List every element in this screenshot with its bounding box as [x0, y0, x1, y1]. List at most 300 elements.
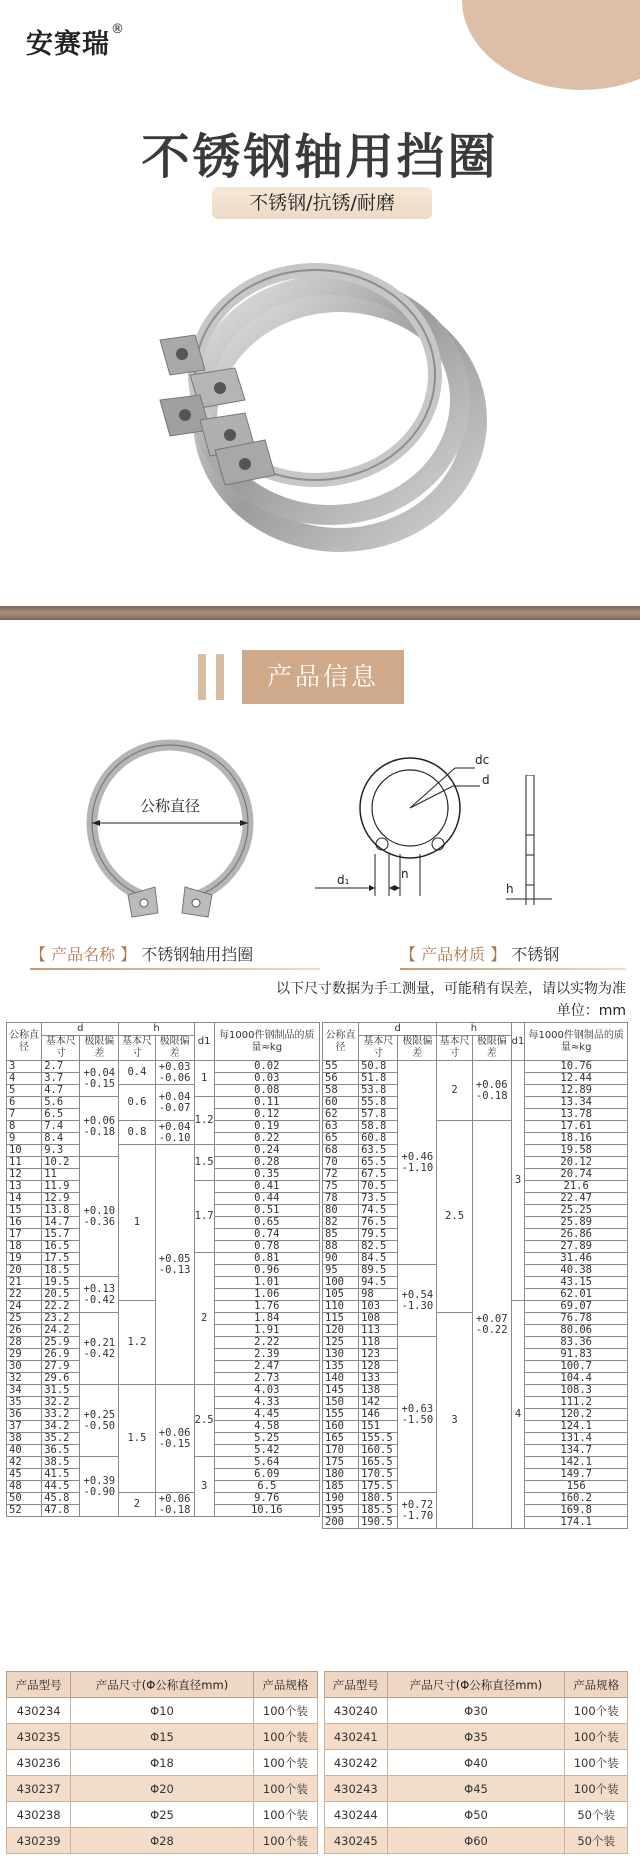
nominal-cell: 6 — [7, 1097, 42, 1109]
d-tolerance-cell: +0.10 -0.36 — [80, 1157, 119, 1277]
d-basic-cell: 45.8 — [42, 1493, 80, 1505]
d-header: d — [42, 1023, 119, 1036]
mass-header: 每1000件钢制品的质量≈kg — [214, 1023, 319, 1061]
nominal-cell: 40 — [7, 1445, 42, 1457]
d-basic-cell: 8.4 — [42, 1133, 80, 1145]
spec-cell: 50个装 — [565, 1802, 628, 1828]
h-cell: 3 — [437, 1313, 473, 1529]
d-basic-cell: 13.8 — [42, 1205, 80, 1217]
d-tolerance-cell: +0.21 -0.42 — [80, 1313, 119, 1385]
d-tolerance-cell: +0.63 -1.50 — [398, 1337, 437, 1493]
mass-cell: 91.83 — [525, 1349, 628, 1361]
nominal-cell: 72 — [323, 1169, 359, 1181]
mass-cell: 5.42 — [214, 1445, 319, 1457]
nominal-cell: 55 — [323, 1061, 359, 1073]
mass-cell: 111.2 — [525, 1397, 628, 1409]
mass-cell: 83.36 — [525, 1337, 628, 1349]
mass-cell: 160.2 — [525, 1493, 628, 1505]
h-cell: 2 — [437, 1061, 473, 1121]
nominal-diameter-label: 公称直径 — [139, 797, 201, 815]
mass-cell: 1.06 — [214, 1289, 319, 1301]
d-basic-cell: 3.7 — [42, 1073, 80, 1085]
product-material-row — [400, 942, 626, 964]
nominal-cell: 25 — [7, 1313, 42, 1325]
d-basic-cell: 113 — [359, 1325, 398, 1337]
mass-cell: 174.1 — [525, 1517, 628, 1529]
nominal-cell: 19 — [7, 1253, 42, 1265]
d-basic-cell: 32.2 — [42, 1397, 80, 1409]
mass-cell: 2.39 — [214, 1349, 319, 1361]
mass-cell: 149.7 — [525, 1469, 628, 1481]
mass-cell: 134.7 — [525, 1445, 628, 1457]
size-cell: Φ35 — [387, 1724, 565, 1750]
nominal-cell: 95 — [323, 1265, 359, 1277]
unit-label: 单位：mm — [556, 1003, 626, 1019]
nominal-cell: 37 — [7, 1421, 42, 1433]
size-cell: Φ40 — [387, 1750, 565, 1776]
tolerance-header: 极限偏差 — [398, 1036, 437, 1061]
d-basic-cell: 9.3 — [42, 1145, 80, 1157]
nominal-cell: 65 — [323, 1133, 359, 1145]
nominal-cell: 50 — [7, 1493, 42, 1505]
model-cell: 430234 — [7, 1698, 71, 1724]
basic-size-header: 基本尺寸 — [119, 1036, 155, 1061]
d-basic-cell: 190.5 — [359, 1517, 398, 1529]
d-basic-cell: 25.9 — [42, 1337, 80, 1349]
size-cell: Φ20 — [71, 1776, 253, 1802]
d-tolerance-cell: +0.39 -0.90 — [80, 1457, 119, 1517]
d-basic-cell: 70.5 — [359, 1181, 398, 1193]
nominal-cell: 145 — [323, 1385, 359, 1397]
h-cell: 2 — [119, 1493, 155, 1517]
mass-cell: 76.78 — [525, 1313, 628, 1325]
h-cell: 1.5 — [119, 1385, 155, 1493]
table-header-row — [323, 1023, 628, 1036]
d1-label: d₁ — [337, 873, 350, 887]
product-row — [7, 1724, 318, 1750]
nominal-cell: 22 — [7, 1289, 42, 1301]
nominal-cell: 115 — [323, 1313, 359, 1325]
product-row — [325, 1724, 628, 1750]
mass-cell: 25.89 — [525, 1217, 628, 1229]
mass-cell: 10.16 — [214, 1505, 319, 1517]
table-header-row — [7, 1023, 320, 1036]
d-basic-cell: 14.7 — [42, 1217, 80, 1229]
mass-cell: 5.25 — [214, 1433, 319, 1445]
spec-table-left — [6, 1022, 320, 1517]
mass-cell: 4.03 — [214, 1385, 319, 1397]
d-basic-cell: 7.4 — [42, 1121, 80, 1133]
mass-cell: 142.1 — [525, 1457, 628, 1469]
model-cell: 430237 — [7, 1776, 71, 1802]
d-basic-cell: 18.5 — [42, 1265, 80, 1277]
mass-cell: 19.58 — [525, 1145, 628, 1157]
nominal-header: 公称直径 — [323, 1023, 359, 1061]
nominal-cell: 63 — [323, 1121, 359, 1133]
mass-cell: 1.01 — [214, 1277, 319, 1289]
nominal-cell: 34 — [7, 1385, 42, 1397]
mass-cell: 26.86 — [525, 1229, 628, 1241]
mass-cell: 4.33 — [214, 1397, 319, 1409]
mass-cell: 17.61 — [525, 1121, 628, 1133]
mass-cell: 4.45 — [214, 1409, 319, 1421]
mass-cell: 0.24 — [214, 1145, 319, 1157]
product-photo-rings — [150, 250, 510, 580]
d-basic-cell: 94.5 — [359, 1277, 398, 1289]
table-row — [7, 1121, 320, 1133]
spec-cell: 100个装 — [253, 1750, 317, 1776]
mass-cell: 0.74 — [214, 1229, 319, 1241]
d-basic-cell: 128 — [359, 1361, 398, 1373]
mass-cell: 1.76 — [214, 1301, 319, 1313]
d-basic-cell: 4.7 — [42, 1085, 80, 1097]
nominal-cell: 68 — [323, 1145, 359, 1157]
nominal-cell: 130 — [323, 1349, 359, 1361]
d1-cell: 3 — [194, 1457, 214, 1517]
size-cell: Φ10 — [71, 1698, 253, 1724]
nominal-cell: 5 — [7, 1085, 42, 1097]
mass-cell: 0.81 — [214, 1253, 319, 1265]
tolerance-header: 极限偏差 — [80, 1036, 119, 1061]
mass-header: 每1000件钢制品的质量≈kg — [525, 1023, 628, 1061]
nominal-cell: 30 — [7, 1361, 42, 1373]
mass-cell: 20.74 — [525, 1169, 628, 1181]
d-tolerance-cell: +0.13 -0.42 — [80, 1277, 119, 1313]
table-row — [323, 1121, 628, 1133]
product-row — [325, 1828, 628, 1854]
side-view-diagram — [502, 775, 562, 910]
d-basic-cell: 44.5 — [42, 1481, 80, 1493]
mass-cell: 0.65 — [214, 1217, 319, 1229]
nominal-cell: 24 — [7, 1301, 42, 1313]
mass-cell: 0.35 — [214, 1169, 319, 1181]
product-row — [7, 1776, 318, 1802]
d-header: d — [359, 1023, 437, 1036]
section-title: 产品信息 — [242, 650, 404, 704]
nominal-cell: 88 — [323, 1241, 359, 1253]
spec-cell: 100个装 — [253, 1828, 317, 1854]
h-tolerance-cell: +0.04 -0.07 — [155, 1085, 194, 1121]
mass-cell: 5.64 — [214, 1457, 319, 1469]
d-basic-cell: 58.8 — [359, 1121, 398, 1133]
h-tolerance-cell: +0.05 -0.13 — [155, 1145, 194, 1385]
d-basic-cell: 103 — [359, 1301, 398, 1313]
d-basic-cell: 20.5 — [42, 1289, 80, 1301]
h-tolerance-cell: +0.06 -0.18 — [155, 1493, 194, 1517]
d-basic-cell: 76.5 — [359, 1217, 398, 1229]
mass-cell: 0.28 — [214, 1157, 319, 1169]
divider-band — [0, 606, 640, 620]
h-label: h — [506, 882, 514, 896]
nominal-cell: 10 — [7, 1145, 42, 1157]
h-cell: 0.8 — [119, 1121, 155, 1145]
d-basic-cell: 123 — [359, 1349, 398, 1361]
d-basic-cell: 2.7 — [42, 1061, 80, 1073]
model-cell: 430240 — [325, 1698, 388, 1724]
table-row — [7, 1061, 320, 1073]
d-basic-cell: 82.5 — [359, 1241, 398, 1253]
d-basic-cell: 63.5 — [359, 1145, 398, 1157]
dc-label: dc — [475, 753, 490, 767]
brand-logo: 安赛瑞® — [26, 22, 125, 60]
mass-cell: 0.08 — [214, 1085, 319, 1097]
product-row — [7, 1750, 318, 1776]
d-basic-cell: 19.5 — [42, 1277, 80, 1289]
product-row — [7, 1828, 318, 1854]
d-basic-cell: 55.8 — [359, 1097, 398, 1109]
product-row — [7, 1802, 318, 1828]
h-tolerance-cell: +0.07 -0.22 — [472, 1121, 511, 1529]
nominal-cell: 38 — [7, 1433, 42, 1445]
d-tolerance-cell: +0.72 -1.70 — [398, 1493, 437, 1529]
model-cell: 430238 — [7, 1802, 71, 1828]
d-basic-cell: 38.5 — [42, 1457, 80, 1469]
mass-cell: 31.46 — [525, 1253, 628, 1265]
nominal-cell: 170 — [323, 1445, 359, 1457]
nominal-cell: 160 — [323, 1421, 359, 1433]
mass-cell: 62.01 — [525, 1289, 628, 1301]
nominal-cell: 195 — [323, 1505, 359, 1517]
nominal-cell: 14 — [7, 1193, 42, 1205]
d-tolerance-cell: +0.46 -1.10 — [398, 1061, 437, 1265]
d-basic-cell: 79.5 — [359, 1229, 398, 1241]
d-basic-cell: 29.6 — [42, 1373, 80, 1385]
d-basic-cell: 15.7 — [42, 1229, 80, 1241]
tolerance-header: 极限偏差 — [155, 1036, 194, 1061]
mass-cell: 169.8 — [525, 1505, 628, 1517]
nominal-cell: 135 — [323, 1361, 359, 1373]
nominal-cell: 13 — [7, 1181, 42, 1193]
nominal-cell: 150 — [323, 1397, 359, 1409]
d-basic-cell: 11.9 — [42, 1181, 80, 1193]
spec-table-right — [322, 1022, 628, 1529]
mass-cell: 25.25 — [525, 1205, 628, 1217]
size-cell: Φ28 — [71, 1828, 253, 1854]
d1-cell: 4 — [511, 1301, 525, 1529]
d-basic-cell: 12.9 — [42, 1193, 80, 1205]
product-row — [325, 1776, 628, 1802]
mass-cell: 131.4 — [525, 1433, 628, 1445]
mass-cell: 43.15 — [525, 1277, 628, 1289]
d-basic-cell: 31.5 — [42, 1385, 80, 1397]
size-cell: Φ25 — [71, 1802, 253, 1828]
size-header: 产品尺寸(Φ公称直径mm) — [387, 1672, 565, 1698]
d-basic-cell: 151 — [359, 1421, 398, 1433]
mass-cell: 12.89 — [525, 1085, 628, 1097]
nominal-cell: 155 — [323, 1409, 359, 1421]
d-basic-cell: 146 — [359, 1409, 398, 1421]
measurement-note: 以下尺寸数据为手工测量，可能稍有误差，请以实物为准 — [276, 981, 626, 997]
product-name-key: 【 产品名称 】 — [30, 945, 137, 964]
d-basic-cell: 84.5 — [359, 1253, 398, 1265]
mass-cell: 124.1 — [525, 1421, 628, 1433]
spec-header: 产品规格 — [253, 1672, 317, 1698]
d-basic-cell: 36.5 — [42, 1445, 80, 1457]
d-basic-cell: 53.8 — [359, 1085, 398, 1097]
size-cell: Φ50 — [387, 1802, 565, 1828]
d1-header: d1 — [511, 1023, 525, 1061]
product-table-right — [324, 1671, 628, 1854]
nominal-cell: 105 — [323, 1289, 359, 1301]
table-row — [7, 1385, 320, 1397]
d-basic-cell: 73.5 — [359, 1193, 398, 1205]
nominal-cell: 29 — [7, 1349, 42, 1361]
table-row — [7, 1145, 320, 1157]
nominal-cell: 21 — [7, 1277, 42, 1289]
d-basic-cell: 35.2 — [42, 1433, 80, 1445]
mass-cell: 108.3 — [525, 1385, 628, 1397]
d-basic-cell: 108 — [359, 1313, 398, 1325]
basic-size-header: 基本尺寸 — [437, 1036, 473, 1061]
nominal-cell: 75 — [323, 1181, 359, 1193]
nominal-cell: 165 — [323, 1433, 359, 1445]
nominal-cell: 26 — [7, 1325, 42, 1337]
d-basic-cell: 41.5 — [42, 1469, 80, 1481]
d-basic-cell: 185.5 — [359, 1505, 398, 1517]
nominal-cell: 58 — [323, 1085, 359, 1097]
nominal-cell: 35 — [7, 1397, 42, 1409]
nominal-cell: 200 — [323, 1517, 359, 1529]
model-cell: 430239 — [7, 1828, 71, 1854]
mass-cell: 18.16 — [525, 1133, 628, 1145]
d1-cell: 1.5 — [194, 1145, 214, 1181]
section-header — [198, 650, 404, 704]
nominal-cell: 42 — [7, 1457, 42, 1469]
d-basic-cell: 155.5 — [359, 1433, 398, 1445]
mass-cell: 0.03 — [214, 1073, 319, 1085]
mass-cell: 12.44 — [525, 1073, 628, 1085]
spec-cell: 100个装 — [253, 1802, 317, 1828]
mass-cell: 0.96 — [214, 1265, 319, 1277]
model-cell: 430245 — [325, 1828, 388, 1854]
d-basic-cell: 23.2 — [42, 1313, 80, 1325]
d-basic-cell: 133 — [359, 1373, 398, 1385]
mass-cell: 0.44 — [214, 1193, 319, 1205]
d-basic-cell: 160.5 — [359, 1445, 398, 1457]
nominal-cell: 190 — [323, 1493, 359, 1505]
d-basic-cell: 165.5 — [359, 1457, 398, 1469]
h-tolerance-cell: +0.03 -0.06 — [155, 1061, 194, 1085]
spec-cell: 50个装 — [565, 1828, 628, 1854]
product-material-key: 【 产品材质 】 — [400, 945, 507, 964]
nominal-cell: 9 — [7, 1133, 42, 1145]
product-name-row — [30, 942, 320, 964]
mass-cell: 21.6 — [525, 1181, 628, 1193]
model-cell: 430243 — [325, 1776, 388, 1802]
d-basic-cell: 138 — [359, 1385, 398, 1397]
d-basic-cell: 74.5 — [359, 1205, 398, 1217]
nominal-cell: 45 — [7, 1469, 42, 1481]
nominal-cell: 28 — [7, 1337, 42, 1349]
nominal-cell: 78 — [323, 1193, 359, 1205]
nominal-header: 公称直径 — [7, 1023, 42, 1061]
h-cell: 1.2 — [119, 1301, 155, 1385]
n-label: n — [401, 867, 409, 881]
mass-cell: 0.78 — [214, 1241, 319, 1253]
mass-cell: 13.34 — [525, 1097, 628, 1109]
h-cell: 0.6 — [119, 1085, 155, 1121]
feature-tag: 不锈钢/抗锈/耐磨 — [212, 187, 432, 219]
nominal-cell: 7 — [7, 1109, 42, 1121]
product-table-header — [7, 1672, 318, 1698]
nominal-cell: 4 — [7, 1073, 42, 1085]
nominal-cell: 8 — [7, 1121, 42, 1133]
nominal-cell: 185 — [323, 1481, 359, 1493]
nominal-cell: 110 — [323, 1301, 359, 1313]
mass-cell: 104.4 — [525, 1373, 628, 1385]
spec-cell: 100个装 — [565, 1698, 628, 1724]
page-title: 不锈钢轴用挡圈 — [141, 129, 499, 185]
d-basic-cell: 34.2 — [42, 1421, 80, 1433]
h-tolerance-cell: +0.06 -0.18 — [472, 1061, 511, 1121]
nominal-cell: 70 — [323, 1157, 359, 1169]
d-tolerance-cell: +0.04 -0.15 — [80, 1061, 119, 1097]
model-cell: 430241 — [325, 1724, 388, 1750]
product-row — [325, 1750, 628, 1776]
nominal-cell: 120 — [323, 1325, 359, 1337]
product-row — [325, 1802, 628, 1828]
nominal-cell: 12 — [7, 1169, 42, 1181]
d-label: d — [482, 773, 490, 787]
product-row — [325, 1698, 628, 1724]
spec-cell: 100个装 — [253, 1724, 317, 1750]
decorative-circle — [462, 0, 640, 90]
d-basic-cell: 17.5 — [42, 1253, 80, 1265]
mass-cell: 22.47 — [525, 1193, 628, 1205]
mass-cell: 1.84 — [214, 1313, 319, 1325]
h-header: h — [437, 1023, 511, 1036]
mass-cell: 0.41 — [214, 1181, 319, 1193]
size-cell: Φ45 — [387, 1776, 565, 1802]
d-basic-cell: 50.8 — [359, 1061, 398, 1073]
d-basic-cell: 47.8 — [42, 1505, 80, 1517]
mass-cell: 40.38 — [525, 1265, 628, 1277]
mass-cell: 1.91 — [214, 1325, 319, 1337]
d-basic-cell: 27.9 — [42, 1361, 80, 1373]
d-basic-cell: 11 — [42, 1169, 80, 1181]
d-basic-cell: 6.5 — [42, 1109, 80, 1121]
product-table-header — [325, 1672, 628, 1698]
model-header: 产品型号 — [325, 1672, 388, 1698]
nominal-cell: 82 — [323, 1217, 359, 1229]
spec-header: 产品规格 — [565, 1672, 628, 1698]
nominal-cell: 48 — [7, 1481, 42, 1493]
h-tolerance-cell: +0.06 -0.15 — [155, 1385, 194, 1493]
d-basic-cell: 98 — [359, 1289, 398, 1301]
mass-cell: 20.12 — [525, 1157, 628, 1169]
model-cell: 430235 — [7, 1724, 71, 1750]
nominal-cell: 3 — [7, 1061, 42, 1073]
d-basic-cell: 142 — [359, 1397, 398, 1409]
h-cell: 1 — [119, 1145, 155, 1301]
mass-cell: 6.5 — [214, 1481, 319, 1493]
d-basic-cell: 89.5 — [359, 1265, 398, 1277]
mass-cell: 0.11 — [214, 1097, 319, 1109]
size-cell: Φ60 — [387, 1828, 565, 1854]
h-cell: 0.4 — [119, 1061, 155, 1085]
mass-cell: 0.12 — [214, 1109, 319, 1121]
mass-cell: 2.22 — [214, 1337, 319, 1349]
d-basic-cell: 60.8 — [359, 1133, 398, 1145]
size-cell: Φ30 — [387, 1698, 565, 1724]
model-cell: 430244 — [325, 1802, 388, 1828]
h-cell: 2.5 — [437, 1121, 473, 1313]
nominal-cell: 11 — [7, 1157, 42, 1169]
spec-cell: 100个装 — [253, 1776, 317, 1802]
d-basic-cell: 24.2 — [42, 1325, 80, 1337]
spec-cell: 100个装 — [565, 1776, 628, 1802]
mass-cell: 0.02 — [214, 1061, 319, 1073]
